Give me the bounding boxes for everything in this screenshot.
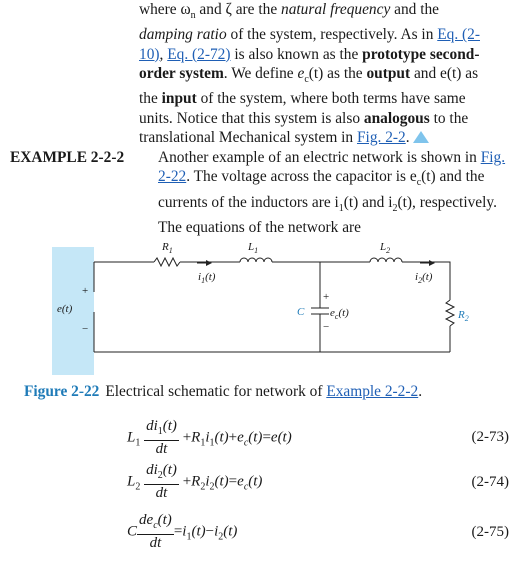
capacitor-minus: − (323, 321, 330, 333)
equation-number: (2-75) (471, 524, 509, 540)
example-body (158, 148, 514, 237)
r2-label: $R_2$ (458, 309, 469, 323)
capacitor-plus: + (323, 291, 330, 303)
para-line: where $\omega_n$ and ζ are the natural frequency and the (139, 1, 440, 22)
back-to-top-icon[interactable] (413, 131, 429, 143)
figure-caption: Figure 2-22 Electrical schematic for network of Example 2-2-2. (24, 383, 423, 400)
para-line: units. Notice that this system is also analogous to the (139, 109, 469, 127)
r1-label: $R_1$ (162, 241, 173, 255)
r1-resistor (154, 258, 180, 266)
para-line: order system. We define $e_c(t)$ as the output and e(t) as (139, 64, 479, 86)
example-label: EXAMPLE 2-2-2 (10, 149, 125, 166)
circuit-schematic (0, 228, 519, 378)
intro-paragraph (139, 0, 511, 147)
r2-resistor (446, 300, 454, 326)
example-line: Another example of an electric network is shown in Fig. (158, 149, 506, 166)
para-line: the input of the system, where both terms have same (139, 90, 466, 108)
i1-label: $i_1(t)$ (198, 271, 216, 285)
link-fig-2-22[interactable]: Fig. (480, 149, 506, 166)
link-eq-2-10-cont[interactable]: 10) (139, 45, 160, 63)
link-example-2-2-2[interactable]: Example 2-2-2 (326, 383, 419, 400)
example-line: currents of the inductors are $i_1(t)$ and $i_2(t)$, respectively. (158, 193, 497, 214)
equation-2-73: $L_1$ $\frac{di_1(t)}{dt}$ $+R_1i_1(t)+e_c(t)=e(t)$ (127, 418, 292, 457)
equation-2-75: C $\frac{de_c(t)}{dt}$ $=i_1(t)-i_2(t)$ (127, 512, 238, 551)
l2-label: $L_2$ (380, 241, 391, 255)
ec-label: $e_c(t)$ (330, 307, 349, 321)
example-line: The equations of the network are (158, 219, 361, 237)
link-eq-2-72[interactable]: Eq. (2-72) (167, 45, 231, 63)
para-line: 10), Eq. (2-72) is also known as the prototype second- (139, 45, 480, 63)
source-label: e(t) (57, 303, 73, 315)
equation-number: (2-73) (471, 429, 509, 445)
equation-2-74: $L_2$ $\frac{di_2(t)}{dt}$ $+R_2i_2(t)=e_c(t)$ (127, 462, 263, 501)
figure-label: Figure 2-22 (24, 383, 100, 400)
i2-label: $i_2(t)$ (415, 271, 433, 285)
l1-label: $L_1$ (248, 241, 259, 255)
example-line: 2-22. The voltage across the capacitor is $e_c(t)$ and the (158, 168, 485, 189)
equation-number: (2-74) (471, 474, 509, 490)
para-line: damping ratio of the system, respectively. As in Eq. (2- (139, 26, 480, 44)
link-eq-2-10[interactable]: Eq. (2- (437, 26, 480, 44)
para-line: translational Mechanical system in Fig. 2-2. (139, 128, 511, 147)
l2-inductor (370, 258, 402, 262)
link-fig-2-22-cont[interactable]: 2-22 (158, 168, 187, 186)
source-minus: − (82, 323, 89, 335)
capacitor-label: C (297, 306, 305, 318)
source-plus: + (82, 285, 89, 297)
link-fig-2-2[interactable]: Fig. 2-2 (356, 128, 406, 146)
l1-inductor (240, 258, 272, 262)
